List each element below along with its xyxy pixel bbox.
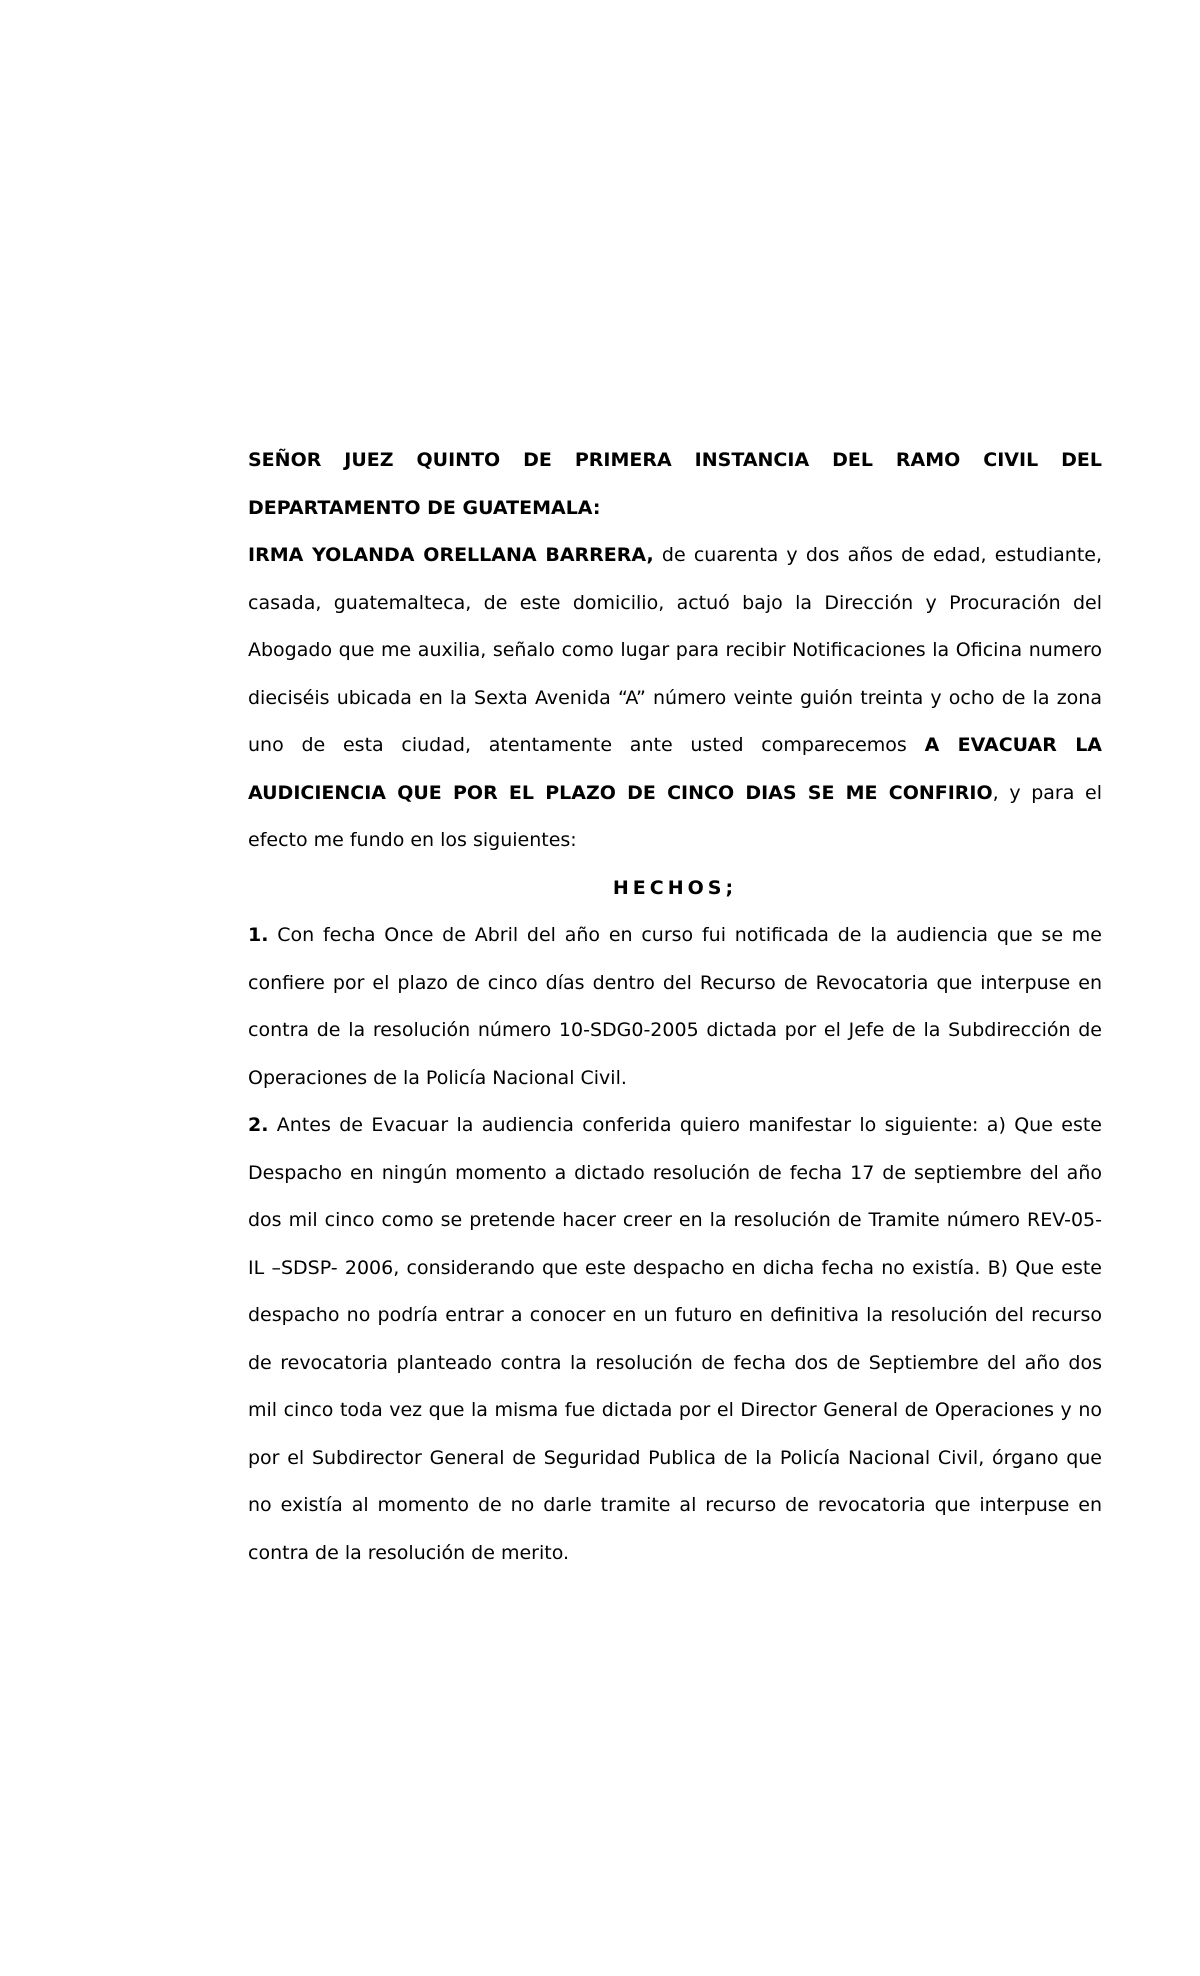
fact-item-1 [248, 912, 1102, 1102]
document-body [248, 437, 1102, 1577]
intro-bold-phrase: A EVACUAR LA AUDICIENCIA QUE POR EL PLAZO DE CINCO DIAS SE ME CONFIRIO [248, 734, 1103, 804]
fact-number: 1. [248, 924, 269, 946]
petitioner-name: IRMA YOLANDA ORELLANA BARRERA, [248, 544, 654, 566]
addressee-heading: SEÑOR JUEZ QUINTO DE PRIMERA INSTANCIA DEL RAMO CIVIL DEL DEPARTAMENTO DE GUATEMALA: [248, 449, 1102, 519]
fact-text: Antes de Evacuar la audiencia conferida quiero manifestar lo siguiente: a) Que este Despacho en ningún momento a dictado resolución de fecha 17 de septiembre del año dos mil cinco como se pretende hacer creer en la resolución de Tramite número REV-05-IL –SDSP- 2006, considerando que este despacho en dicha fecha no existía. B) Que este despacho no podría entrar a conocer en un futuro en definitiva la resolución del recurso de revocatoria planteado contra la resolución de fecha dos de Septiembre del año dos mil cinco toda vez que la misma fue dictada por el Director General de Operaciones y no por el Subdirector General de Seguridad Publica de la Policía Nacional Civil, órgano que no existía al momento de no darle tramite al recurso de revocatoria que interpuse en contra de la resolución de merito. [248, 1114, 1102, 1564]
intro-paragraph [248, 532, 1102, 865]
fact-item-2 [248, 1102, 1102, 1577]
section-heading-hechos: HECHOS; [612, 876, 738, 899]
fact-text: Con fecha Once de Abril del año en curso fui notificada de la audiencia que se me confiere por el plazo de cinco días dentro del Recurso de Revocatoria que interpuse en contra de la resolución número 10-SDG0-2005 dictada por el Jefe de la Subdirección de Operaciones de la Policía Nacional Civil. [248, 924, 1102, 1089]
fact-number: 2. [248, 1114, 269, 1136]
intro-text-1: de cuarenta y dos años de edad, estudiante, casada, guatemalteca, de este domicilio, actuó bajo la Dirección y Procuración del Abogado que me auxilia, señalo como lugar para recibir Notificaciones la Oficina numero dieciséis ubicada en la Sexta Avenida “A” número veinte guión treinta y ocho de la zona uno de esta ciudad, atentamente ante usted comparecemos [248, 544, 1103, 756]
intro-text-2: , y para el efecto me fundo en los siguientes: [248, 781, 1102, 851]
